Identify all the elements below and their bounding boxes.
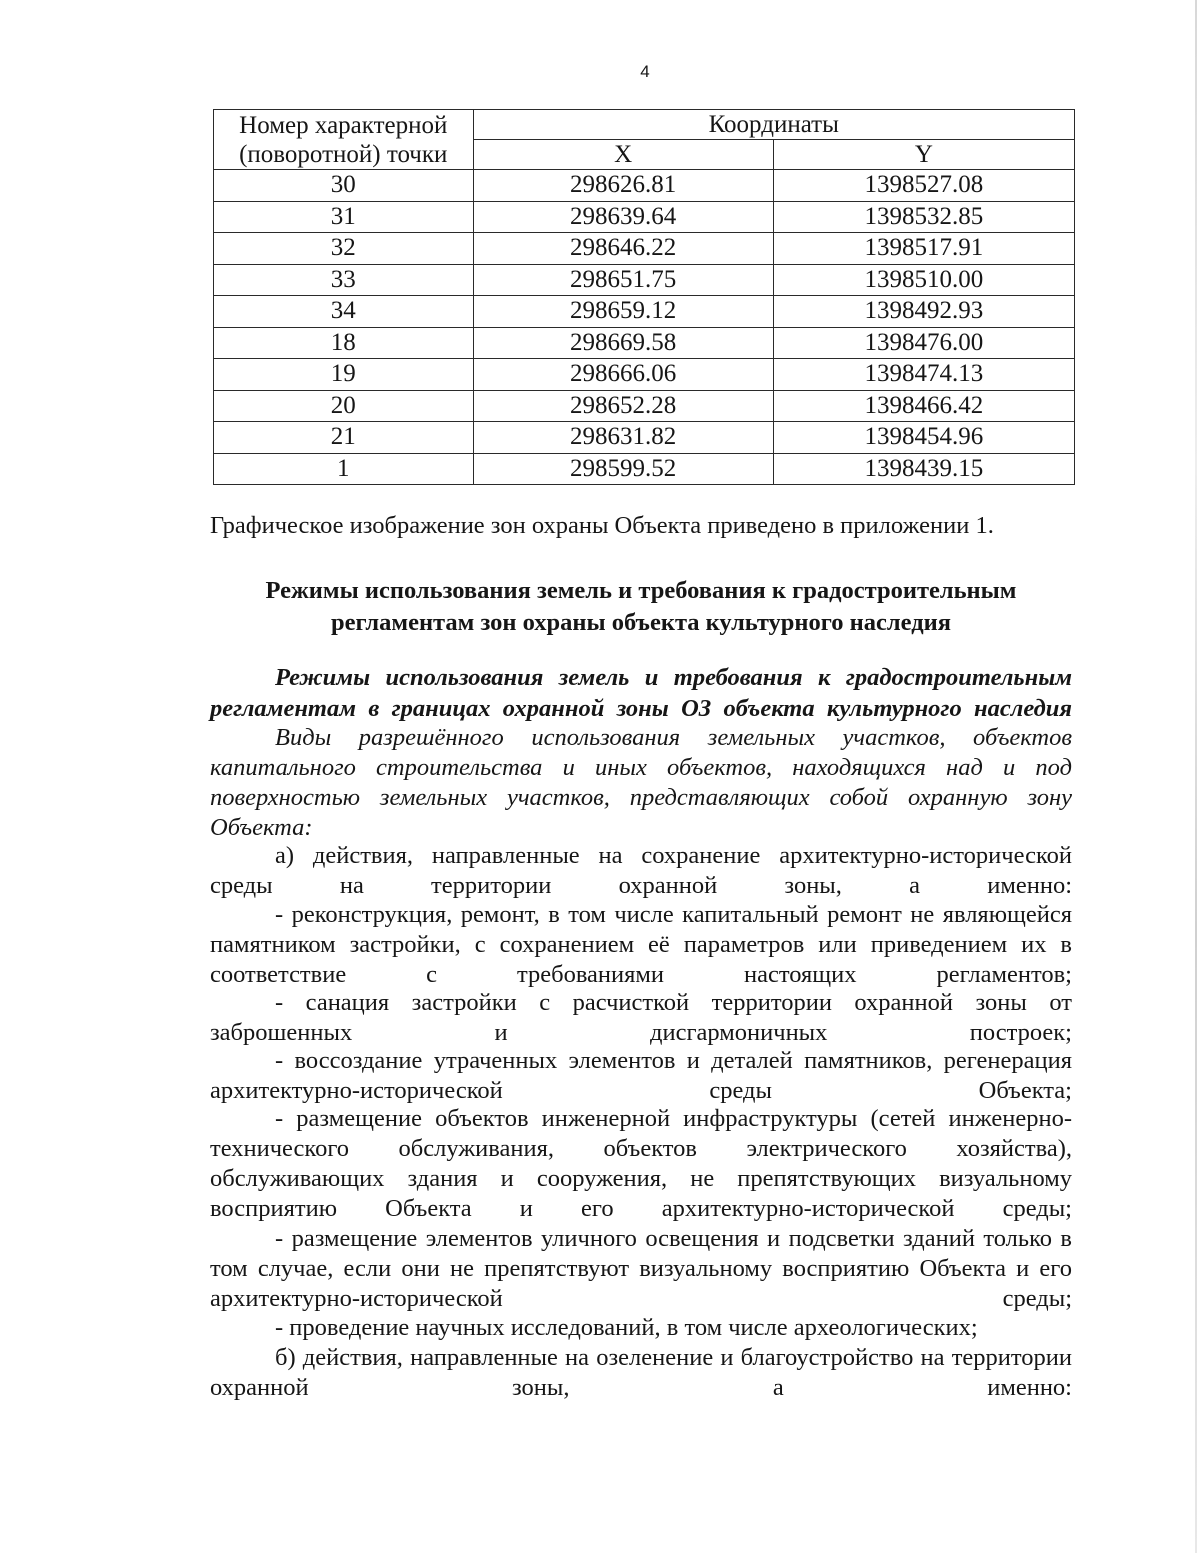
point-number-cell: 33 — [214, 264, 474, 296]
point-number-cell: 31 — [214, 201, 474, 233]
point-number-cell: 20 — [214, 390, 474, 422]
y-coordinate-cell: 1398439.15 — [773, 453, 1074, 485]
header-y: Y — [773, 140, 1074, 170]
table-row — [214, 233, 1075, 265]
header-coordinates: Координаты — [473, 110, 1074, 140]
item-a: а) действия, направленные на сохранение архитектурно-исторической среды на территории охранной зоны, а именно: — [210, 842, 1072, 899]
point-number-cell: 34 — [214, 296, 474, 328]
graphic-note: Графическое изображение зон охраны Объекта приведено в приложении 1. — [210, 512, 994, 539]
permitted-uses-intro: Виды разрешённого использования земельных участков, объектов капитального строительства и иных объектов, находящихся над и под поверхностью земельных участков, представляющих собой охранную зону Объекта: — [210, 724, 1072, 841]
header-point-number: Номер характерной (поворотной) точки — [214, 110, 474, 170]
point-number-cell: 32 — [214, 233, 474, 265]
point-number-cell: 30 — [214, 170, 474, 202]
y-coordinate-cell: 1398476.00 — [773, 327, 1074, 359]
y-coordinate-cell: 1398517.91 — [773, 233, 1074, 265]
x-coordinate-cell: 298652.28 — [473, 390, 773, 422]
x-coordinate-cell: 298651.75 — [473, 264, 773, 296]
item-b: б) действия, направленные на озеленение и благоустройство на территории охранной зоны, а именно: — [210, 1344, 1072, 1401]
table-row — [214, 201, 1075, 233]
point-number-cell: 21 — [214, 422, 474, 454]
y-coordinate-cell: 1398454.96 — [773, 422, 1074, 454]
section-heading: Режимы использования земель и требования к градостроительным регламентам зон охраны объекта культурного наследия — [265, 577, 1017, 636]
table-row — [214, 264, 1075, 296]
table-row — [214, 390, 1075, 422]
bullet-reconstruction: - реконструкция, ремонт, в том числе капитальный ремонт не являющейся памятником застройки, с сохранением её параметров или приведением их в соответствие с требованиями настоящих регламентов; — [210, 901, 1072, 988]
x-coordinate-cell: 298646.22 — [473, 233, 773, 265]
point-number-cell: 1 — [214, 453, 474, 485]
x-coordinate-cell: 298666.06 — [473, 359, 773, 391]
y-coordinate-cell: 1398532.85 — [773, 201, 1074, 233]
table-row — [214, 296, 1075, 328]
y-coordinate-cell: 1398466.42 — [773, 390, 1074, 422]
table-row — [214, 422, 1075, 454]
x-coordinate-cell: 298626.81 — [473, 170, 773, 202]
table-row — [214, 359, 1075, 391]
header-x: X — [473, 140, 773, 170]
scan-edge — [1195, 0, 1197, 1553]
point-number-cell: 19 — [214, 359, 474, 391]
coordinates-table-body — [214, 170, 1075, 485]
bullet-lighting: - размещение элементов уличного освещения и подсветки зданий только в том случае, если они не препятствуют визуальному восприятию Объекта и его архитектурно-исторической среды; — [210, 1225, 1072, 1312]
x-coordinate-cell: 298669.58 — [473, 327, 773, 359]
x-coordinate-cell: 298631.82 — [473, 422, 773, 454]
table-row — [214, 170, 1075, 202]
y-coordinate-cell: 1398527.08 — [773, 170, 1074, 202]
x-coordinate-cell: 298639.64 — [473, 201, 773, 233]
bullet-recreation: - воссоздание утраченных элементов и деталей памятников, регенерация архитектурно-исторической среды Объекта; — [210, 1047, 1072, 1104]
y-coordinate-cell: 1398510.00 — [773, 264, 1074, 296]
y-coordinate-cell: 1398474.13 — [773, 359, 1074, 391]
bullet-infrastructure: - размещение объектов инженерной инфраструктуры (сетей инженерно-технического обслуживания, объектов электрического хозяйства), обслуживающих здания и сооружения, не препятствующих визуальному восприятию Объекта и его архитектурно-исторической среды; — [210, 1105, 1072, 1222]
table-row — [214, 327, 1075, 359]
bullet-sanitation: - санация застройки с расчисткой территории охранной зоны от заброшенных и дисгармоничных построек; — [210, 989, 1072, 1046]
bullet-research: - проведение научных исследований, в том числе археологических; — [275, 1314, 978, 1341]
page-number: 4 — [640, 62, 650, 81]
x-coordinate-cell: 298599.52 — [473, 453, 773, 485]
subsection-heading: Режимы использования земель и требования к градостроительным регламентам в границах охранной зоны ОЗ объекта культурного наследия — [210, 664, 1072, 722]
y-coordinate-cell: 1398492.93 — [773, 296, 1074, 328]
point-number-cell: 18 — [214, 327, 474, 359]
x-coordinate-cell: 298659.12 — [473, 296, 773, 328]
coordinates-table — [213, 109, 1075, 485]
table-row — [214, 453, 1075, 485]
